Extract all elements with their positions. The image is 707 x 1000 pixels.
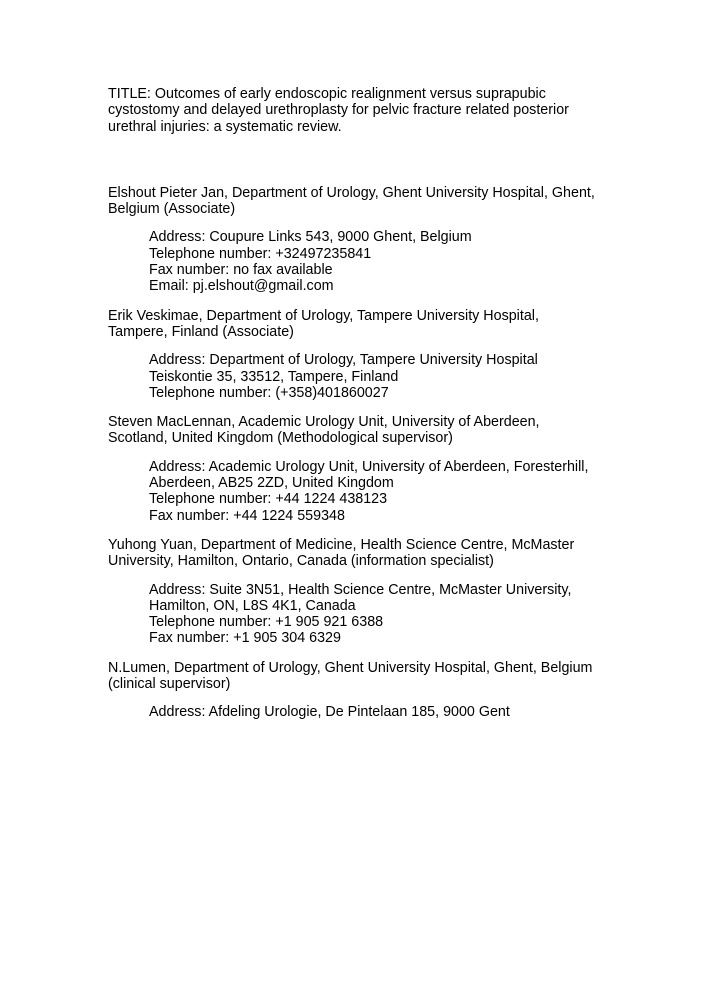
- address-line: Hamilton, ON, L8S 4K1, Canada: [149, 597, 356, 614]
- address-line: Aberdeen, AB25 2ZD, United Kingdom: [149, 475, 394, 492]
- affiliation-line: Erik Veskimae, Department of Urology, Tampere University Hospital,: [108, 307, 539, 324]
- title-line: cystostomy and delayed urethroplasty for pelvic fracture related posterior: [108, 102, 569, 119]
- paper-title: [108, 86, 668, 135]
- author-entry-yuan: [108, 537, 668, 647]
- author-contact: [108, 229, 668, 294]
- affiliation-line: Tampere, Finland (Associate): [108, 323, 294, 340]
- author-affiliation: [108, 537, 668, 570]
- author-affiliation: [108, 414, 668, 447]
- author-affiliation: [108, 308, 668, 341]
- author-entry-veskimae: [108, 308, 668, 401]
- telephone-line: Telephone number: (+358)401860027: [149, 384, 389, 401]
- affiliation-line: University, Hamilton, Ontario, Canada (information specialist): [108, 553, 494, 570]
- fax-line: Fax number: +1 905 304 6329: [149, 630, 341, 647]
- address-line: Address: Academic Urology Unit, University of Aberdeen, Foresterhill,: [149, 458, 589, 475]
- document-page: [108, 86, 668, 734]
- affiliation-line: Scotland, United Kingdom (Methodological supervisor): [108, 430, 453, 447]
- address-line: Address: Afdeling Urologie, De Pintelaan 185, 9000 Gent: [149, 704, 510, 721]
- address-line: Address: Suite 3N51, Health Science Centre, McMaster University,: [149, 581, 572, 598]
- fax-line: Fax number: no fax available: [149, 262, 333, 279]
- author-entry-maclennan: [108, 414, 668, 524]
- author-contact: [108, 582, 668, 647]
- author-affiliation: [108, 185, 668, 218]
- affiliation-line: N.Lumen, Department of Urology, Ghent University Hospital, Ghent, Belgium: [108, 659, 593, 676]
- author-list: [108, 185, 668, 721]
- title-line: TITLE: Outcomes of early endoscopic realignment versus suprapubic: [108, 86, 546, 102]
- title-line: urethral injuries: a systematic review.: [108, 118, 342, 135]
- telephone-line: Telephone number: +1 905 921 6388: [149, 614, 384, 631]
- email-line: Email: pj.elshout@gmail.com: [149, 278, 334, 295]
- affiliation-line: (clinical supervisor): [108, 676, 231, 693]
- author-contact: [108, 352, 668, 401]
- telephone-line: Telephone number: +32497235841: [149, 245, 372, 262]
- author-contact: [108, 459, 668, 524]
- author-contact: [108, 704, 668, 720]
- fax-line: Fax number: +44 1224 559348: [149, 507, 345, 524]
- affiliation-line: Steven MacLennan, Academic Urology Unit, University of Aberdeen,: [108, 414, 540, 431]
- affiliation-line: Elshout Pieter Jan, Department of Urology, Ghent University Hospital, Ghent,: [108, 184, 595, 201]
- address-line: Address: Department of Urology, Tampere University Hospital: [149, 352, 538, 369]
- address-line: Teiskontie 35, 33512, Tampere, Finland: [149, 368, 399, 385]
- author-entry-elshout: [108, 185, 668, 295]
- affiliation-line: Yuhong Yuan, Department of Medicine, Health Science Centre, McMaster: [108, 536, 575, 553]
- author-entry-lumen: [108, 660, 668, 721]
- affiliation-line: Belgium (Associate): [108, 201, 236, 218]
- author-affiliation: [108, 660, 668, 693]
- address-line: Address: Coupure Links 543, 9000 Ghent, Belgium: [149, 229, 472, 246]
- telephone-line: Telephone number: +44 1224 438123: [149, 491, 388, 508]
